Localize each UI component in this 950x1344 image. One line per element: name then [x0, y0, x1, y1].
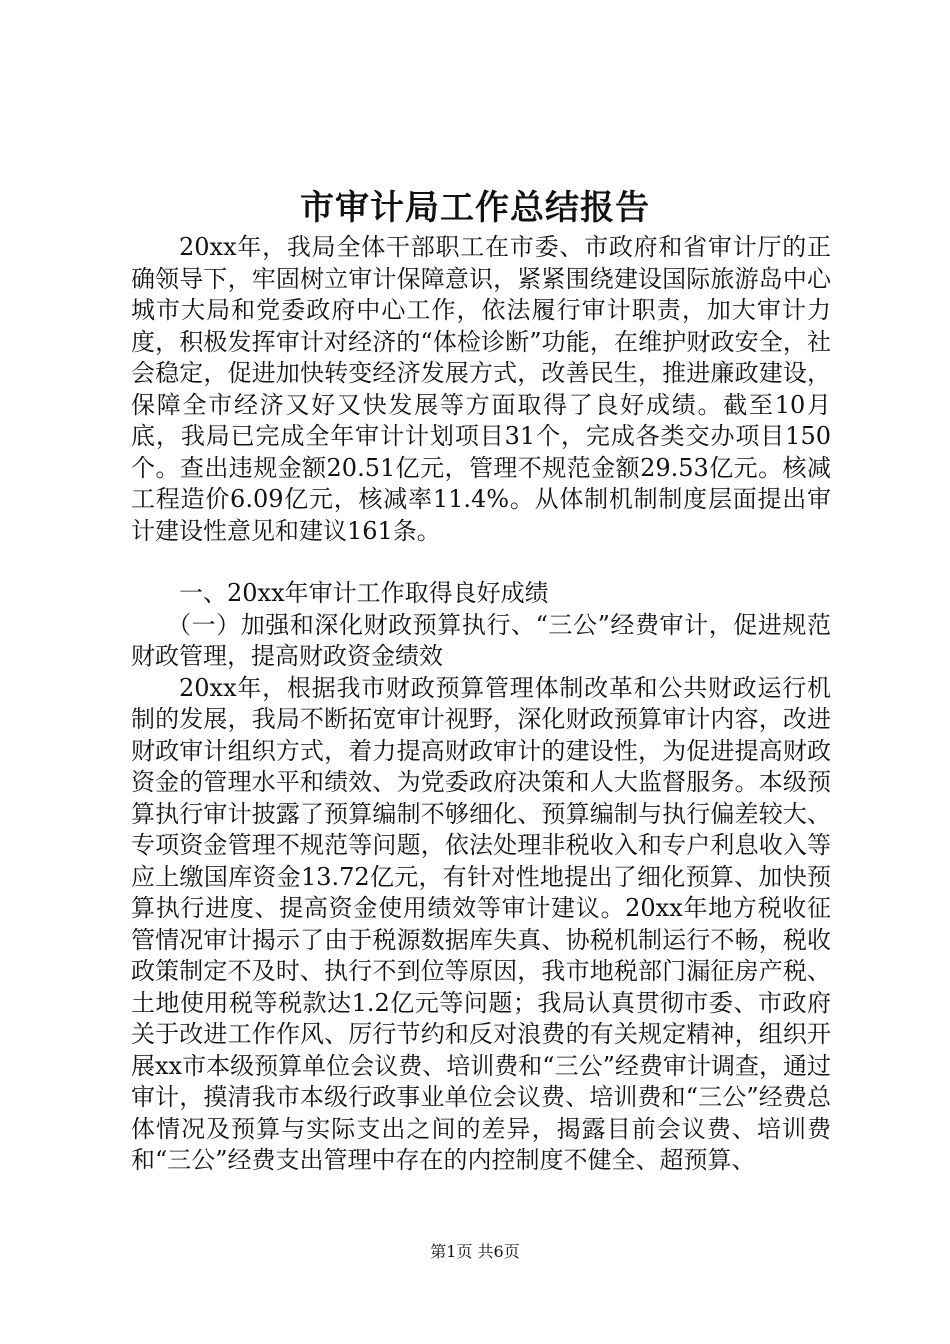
subsection-heading: （一）加强和深化财政预算执行、“三公”经费审计，促进规范财政管理，提高财政资金绩效	[131, 610, 831, 670]
document-title: 市审计局工作总结报告	[300, 188, 650, 228]
paragraph-body: 20xx年，根据我市财政预算管理体制改革和公共财政运行机制的发展，我局不断拓宽审计视野，深化财政预算审计内容，改进财政审计组织方式，着力提高财政审计的建设性，为促进提高财政资金的管理水平和绩效、为党委政府决策和人大监督服务。本级预算执行审计披露了预算编制不够细化、预算编制与执行偏差较大、专项资金管理不规范等问题，依法处理非税收入和专户利息收入等应上缴国库资金13.72亿元，有针对性地提出了细化预算、加快预算执行进度、提高资金使用绩效等审计建议。20xx年地方税收征管情况审计揭示了由于税源数据库失真、协税机制运行不畅，税收政策制定不及时、执行不到位等原因，我市地税部门漏征房产税、土地使用税等税款达1.2亿元等问题；我局认真贯彻市委、市政府关于改进工作作风、厉行节约和反对浪费的有关规定精神，组织开展xx市本级预算单位会议费、培训费和“三公”经费审计调查，通过审计，摸清我市本级行政事业单位会议费、培训费和“三公”经费总体情况及预算与实际支出之间的差异，揭露目前会议费、培训费和“三公”经费支出管理中存在的内控制度不健全、超预算、	[131, 673, 831, 1174]
section-heading: 一、20xx年审计工作取得良好成绩	[179, 579, 549, 607]
document-body	[131, 232, 831, 1177]
paragraph-intro: 20xx年，我局全体干部职工在市委、市政府和省审计厅的正确领导下，牢固树立审计保障意识，紧紧围绕建设国际旅游岛中心城市大局和党委政府中心工作，依法履行审计职责，加大审计力度，积极发挥审计对经济的“体检诊断”功能，在维护财政安全，社会稳定，促进加快转变经济发展方式，改善民生，推进廉政建设，保障全市经济又好又快发展等方面取得了良好成绩。截至10月底，我局已完成全年审计计划项目31个，完成各类交办项目150个。查出违规金额20.51亿元，管理不规范金额29.53亿元。核减工程造价6.09亿元，核减率11.4%。从体制机制制度层面提出审计建设性意见和建议161条。	[131, 233, 831, 545]
paragraph-gap	[131, 547, 831, 578]
page-footer: 第1页 共6页	[430, 1242, 520, 1261]
